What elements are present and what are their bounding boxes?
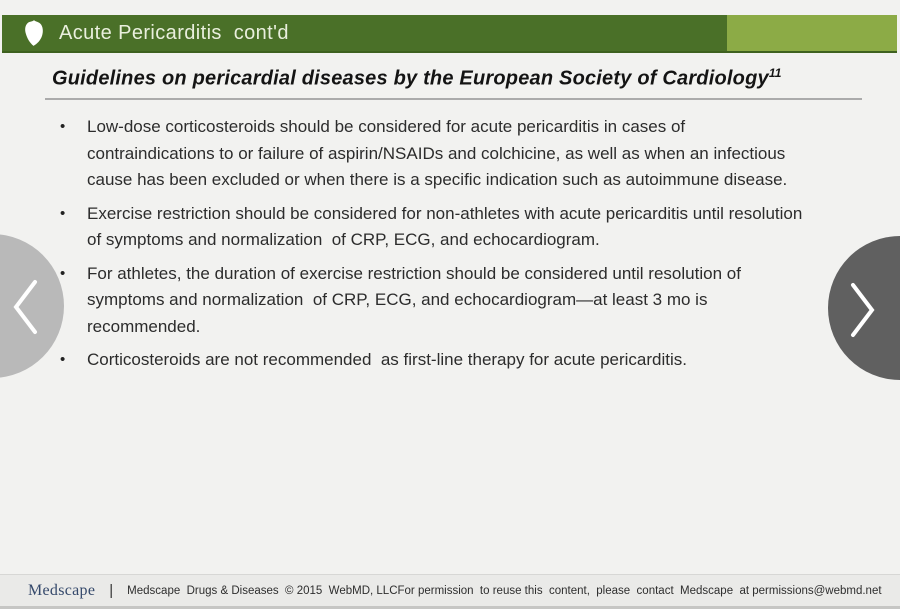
- next-slide-button[interactable]: [828, 236, 900, 380]
- bullet-list: [60, 114, 810, 381]
- bullet-item: [60, 201, 810, 254]
- title-underline: [45, 98, 862, 100]
- bullet-marker: •: [60, 118, 66, 135]
- bullet-text: Low-dose corticosteroids should be considered for acute pericarditis in cases of contraindications to or failure of aspirin/NSAIDs and colchicine, as well as when an infectious cause has been excluded or when there is a specific indication such as autoimmune disease.: [87, 117, 791, 189]
- footer-bar: [0, 574, 900, 609]
- chevron-left-icon: [12, 279, 38, 335]
- medscape-logo: Medscape: [28, 581, 96, 599]
- reference-superscript: 11: [768, 66, 782, 80]
- footer-divider: |: [109, 582, 114, 599]
- footer-permission-note: For permission to reuse this content, please contact Medscape at permissions@webmd.net: [397, 584, 882, 597]
- chevron-right-icon: [850, 282, 876, 338]
- header-title: Acute Pericarditis cont'd: [59, 21, 289, 44]
- bullet-text: Exercise restriction should be considered for non-athletes with acute pericarditis until resolution of symptoms and normalization of CRP, ECG, and echocardiogram.: [87, 203, 808, 249]
- slide-title: [52, 66, 860, 91]
- header-bar: [2, 15, 897, 53]
- bullet-item: [60, 347, 810, 374]
- bullet-text: Corticosteroids are not recommended as first-line therapy for acute pericarditis.: [87, 350, 687, 369]
- bullet-marker: •: [60, 204, 66, 222]
- footer-attribution: Medscape Drugs & Diseases © 2015 WebMD, LLC: [127, 584, 398, 597]
- heart-icon: [22, 19, 46, 47]
- slide-title-text: Guidelines on pericardial diseases by the European Society of Cardiology: [52, 67, 769, 90]
- previous-slide-button[interactable]: [0, 234, 64, 378]
- bullet-item: [60, 114, 810, 194]
- bullet-item: [60, 261, 810, 341]
- bullet-text: For athletes, the duration of exercise restriction should be considered until resolution of symptoms and normalization of CRP, ECG, and echocardiogram—at least 3 mo is recommended.: [87, 263, 746, 336]
- bullet-marker: •: [60, 351, 66, 368]
- bullet-marker: •: [60, 264, 66, 282]
- header-accent-strip: [727, 15, 897, 51]
